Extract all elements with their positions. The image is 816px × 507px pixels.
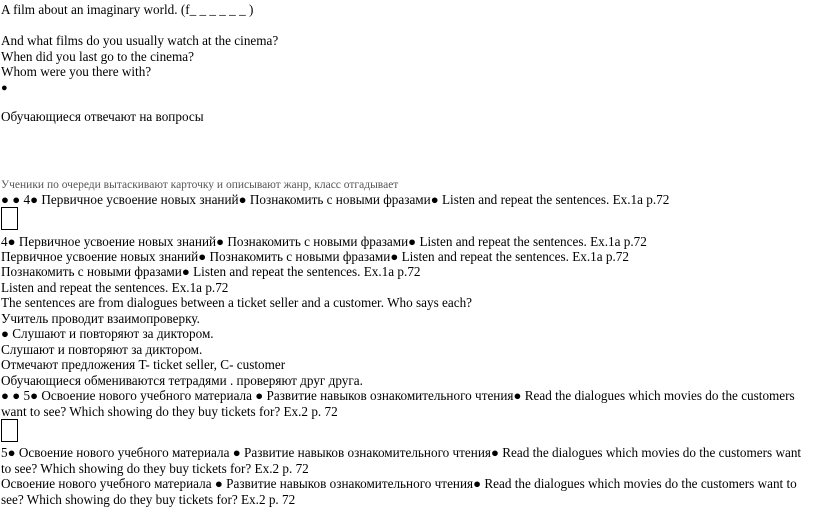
students-card-note: Ученики по очереди вытаскивают карточку и описывают жанр, класс отгадывает bbox=[1, 179, 399, 191]
listen-speaker-bullet: ● Слушают и повторяют за диктором. bbox=[1, 326, 214, 341]
listen-speaker-line: Слушают и повторяют за диктором. bbox=[1, 342, 203, 357]
teacher-check-line: Учитель проводит взаимопроверку. bbox=[1, 311, 200, 326]
question-last-cinema: When did you last go to the cinema? bbox=[1, 49, 194, 64]
dialogue-sentences-line: The sentences are from dialogues between a ticket seller and a customer. Who says each? bbox=[1, 295, 473, 310]
new-material-line: Освоение нового учебного материала ● Развитие навыков ознакомительного чтения● Read the dialogues which movies do the customers want to see? Which showing do they buy tickets for? Ex.2 p. 72 bbox=[1, 476, 797, 507]
stage-5-line: 5● Освоение нового учебного материала ● Развитие навыков ознакомительного чтения● Read the dialogues which movies do the customers want to see? Which showing do they buy tickets for? Ex.2 p. 72 bbox=[1, 445, 802, 476]
empty-cell-box bbox=[1, 207, 18, 230]
stage-4-line: 4● Первичное усвоение новых знаний● Познакомить с новыми фразами● Listen and repeat the sentences. Ex.1a p.72 bbox=[1, 234, 647, 249]
new-phrases-line: Познакомить с новыми фразами● Listen and repeat the sentences. Ex.1a p.72 bbox=[1, 264, 421, 279]
exchange-notebooks-line: Обучающиеся обмениваются тетрадями . проверяют друг друга. bbox=[1, 373, 363, 388]
bullet-icon: ● bbox=[1, 82, 8, 94]
stage-4-heading: ● ● 4● Первичное усвоение новых знаний● Познакомить с новыми фразами● Listen and repeat the sentences. Ex.1a p.72 bbox=[1, 192, 670, 207]
students-answer: Обучающиеся отвечают на вопросы bbox=[1, 109, 204, 124]
listen-repeat-line: Listen and repeat the sentences. Ex.1a p.72 bbox=[1, 280, 229, 295]
question-whom: Whom were you there with? bbox=[1, 64, 152, 79]
mark-sentences-line: Отмечают предложения T- ticket seller, C- customer bbox=[1, 357, 286, 372]
question-films: And what films do you usually watch at the cinema? bbox=[1, 33, 279, 48]
text-line-film: A film about an imaginary world. (f_ _ _ _ _ _ ) bbox=[1, 2, 254, 17]
stage-5-heading: ● ● 5● Освоение нового учебного материала ● Развитие навыков ознакомительного чтения● Read the dialogues which movies do the customers want to see? Which showing do they buy tickets for? Ex.2 p. 72 bbox=[1, 388, 795, 419]
primary-learning-line: Первичное усвоение новых знаний● Познакомить с новыми фразами● Listen and repeat the sentences. Ex.1a p.72 bbox=[1, 249, 629, 264]
empty-cell-box-2 bbox=[1, 419, 18, 442]
